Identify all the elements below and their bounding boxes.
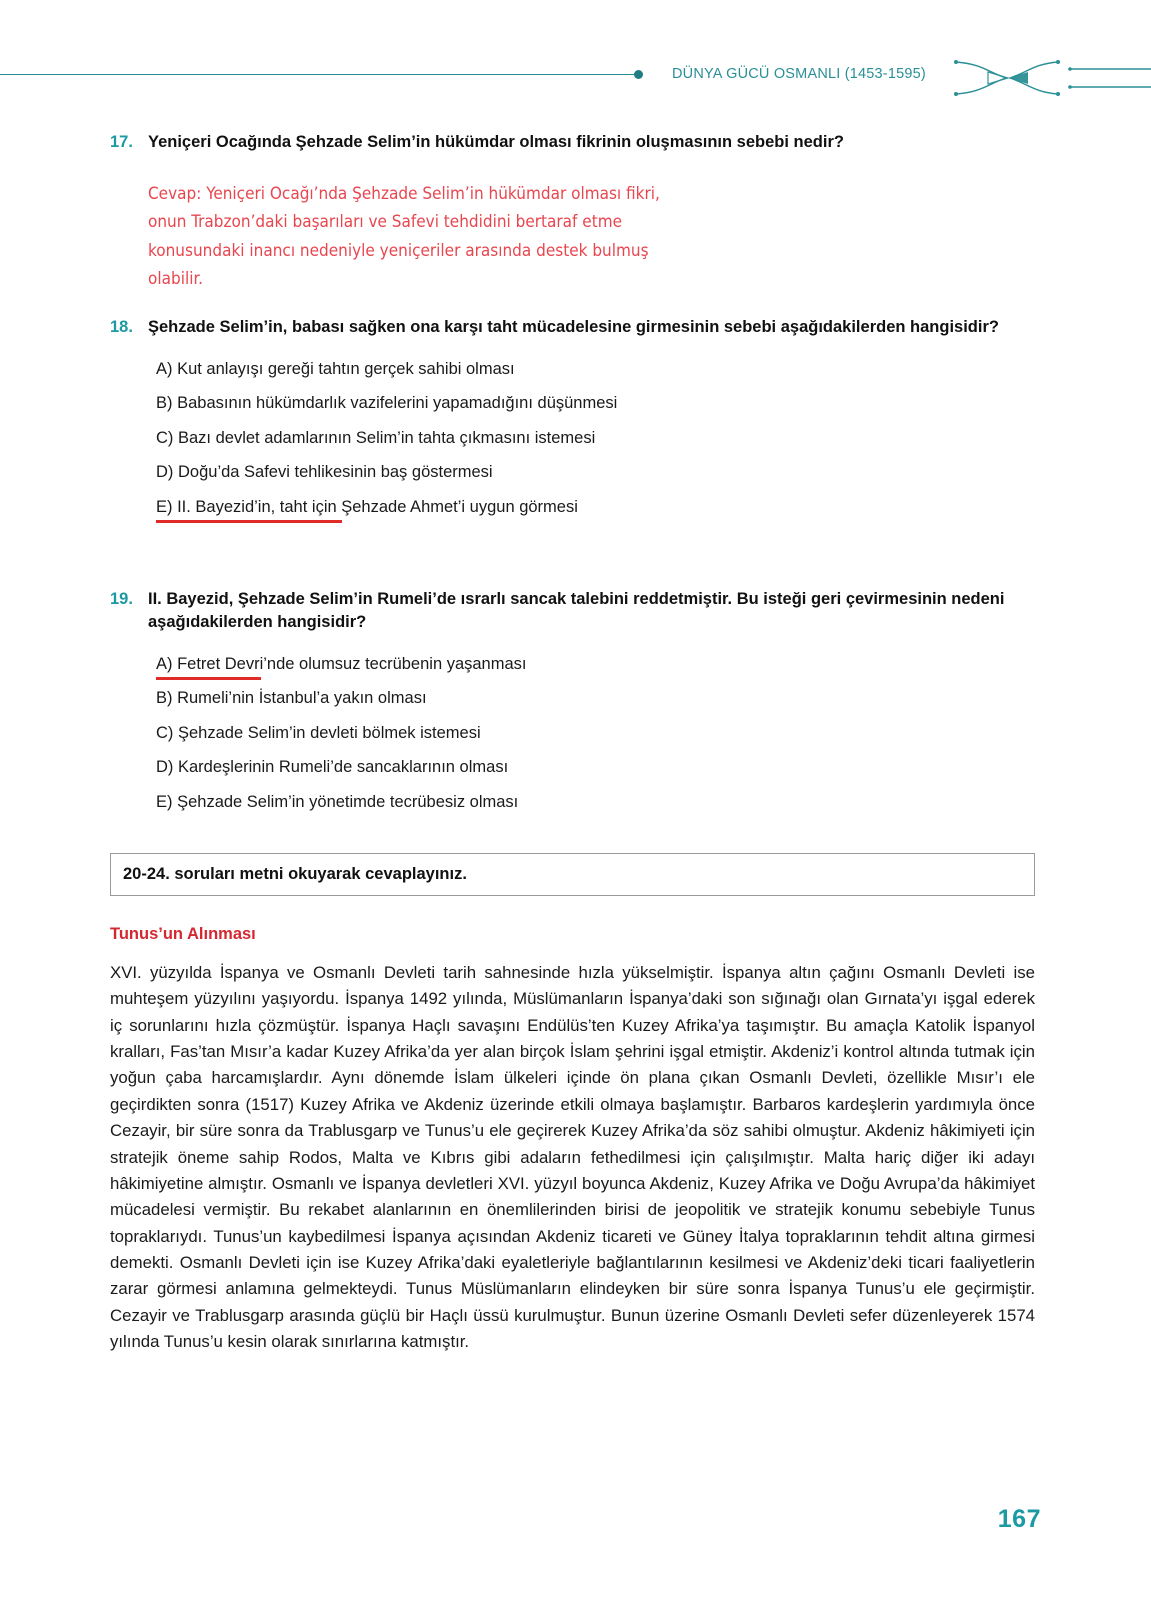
question-block-19	[110, 588, 1045, 810]
question-heading	[110, 588, 1045, 634]
page-header	[0, 58, 1151, 98]
option-e[interactable]	[156, 794, 1045, 811]
instruction-text: 20-24. soruları metni okuyarak cevaplayınız.	[123, 865, 467, 883]
red-underline-mark	[156, 677, 261, 680]
handwritten-answer-17	[148, 180, 1045, 294]
question-number: 17.	[110, 133, 133, 151]
header-dot-icon	[634, 70, 643, 79]
answer-line: onun Trabzon’daki başarıları ve Safevi tehdidini bertaraf etme	[148, 212, 623, 233]
answer-line: olabilir.	[148, 269, 204, 290]
question-number: 19.	[110, 590, 133, 608]
header-rule	[0, 74, 640, 75]
option-label: A) Fetret Devri’nde olumsuz tecrübenin yaşanması	[156, 654, 527, 673]
option-d[interactable]	[156, 464, 1045, 481]
option-label: D) Kardeşlerinin Rumeli’de sancaklarının olması	[156, 758, 509, 777]
question-text: Şehzade Selim’in, babası sağken ona karşı taht mücadelesine girmesinin sebebi aşağıdakilerden hangisidir?	[148, 318, 999, 336]
instruction-box	[110, 853, 1035, 896]
option-b[interactable]	[156, 690, 1045, 707]
option-b[interactable]	[156, 395, 1045, 412]
question-block-18	[110, 316, 1045, 515]
header-title: DÜNYA GÜCÜ OSMANLI (1453-1595)	[672, 66, 926, 82]
question-number: 18.	[110, 318, 133, 336]
option-a[interactable]	[156, 656, 1045, 673]
passage-body: XVI. yüzyılda İspanya ve Osmanlı Devleti tarih sahnesinde hızla yükselmiştir. İspanya altın çağını Osmanlı Devleti ise muhteşem yüzyılını yaşıyordu. İspanya 1492 yılında, Müslümanların İspanya’daki son sığınağı olan Gırnata’yı işgal ederek iç sorunlarını hızla çözmüştür. İspanya Haçlı savaşını Endülüs’ten Kuzey Afrika’ya taşımıştır. Bu amaçla Katolik İspanyol kralları, Fas’tan Mısır’a kadar Kuzey Afrika’da yer alan birçok İslam şehrini işgal etmiştir. Akdeniz’i kontrol altında tutmak için yoğun çaba harcamışlardır. Aynı dönemde İslam ülkeleri içinde ön plana çıkan Osmanlı Devleti, özellikle Mısır’ı ele geçirdikten sonra (1517) Kuzey Afrika ve Akdeniz üzerinde etkili olmaya başlamıştır. Barbaros kardeşlerin yardımıyla önce Cezayir, bir süre sonra da Trablusgarp ve Tunus’u ele geçirerek Kuzey Afrika’da söz sahibi olmuştur. Akdeniz hâkimiyeti için stratejik öneme sahip Rodos, Malta ve Kıbrıs gibi adaların fethedilmesi için çalışılmıştır. Malta hariç diğer iki adayı hâkimiyetine almıştır. Osmanlı ve İspanya devletleri XVI. yüzyıl boyunca Akdeniz, Kuzey Afrika ve Doğu Avrupa’da hâkimiyet mücadelesi vermiştir. Bu rekabet alanlarının en önemlilerinden birisi de jeopolitik ve stratejik konumu sebebiyle Tunus topraklarıydı. Tunus’un kaybedilmesi İspanya açısından Akdeniz ticareti ve Güney İtalya topraklarının tehdit altına girmesi demekti. Osmanlı Devleti için ise Kuzey Afrika’daki eyaletleriyle bağlantılarının kesilmesi ve Akdeniz’deki ticari faaliyetlerin zarar görmesi anlamına gelmekteydi. Tunus Müslümanların elindeyken bir süre sonra İspanya Tunus’u ele geçirmiştir. Cezayir ve Trablusgarp arasında güçlü bir Haçlı üssü kurulmuştur. Bunun üzerine Osmanlı Devleti sefer düzenleyerek 1574 yılında Tunus’u kesin olarak sınırlarına katmıştır.	[110, 963, 1035, 1352]
answer-line: Cevap: Yeniçeri Ocağı’nda Şehzade Selim’in hükümdar olması fikri,	[148, 183, 660, 204]
option-c[interactable]	[156, 430, 1045, 447]
option-a[interactable]	[156, 361, 1045, 378]
option-label: C) Şehzade Selim’in devleti bölmek istemesi	[156, 723, 481, 742]
option-label: E) II. Bayezid’in, taht için Şehzade Ahmet’i uygun görmesi	[156, 497, 578, 516]
question-heading	[110, 131, 1045, 154]
option-label: B) Babasının hükümdarlık vazifelerini yapamadığını düşünmesi	[156, 394, 618, 413]
question-text: II. Bayezid, Şehzade Selim’in Rumeli’de ısrarlı sancak talebini reddetmiştir. Bu isteği geri çevirmesinin nedeni aşağıdakilerden hangisidir?	[148, 590, 1005, 631]
question-text: Yeniçeri Ocağında Şehzade Selim’in hükümdar olması fikrinin oluşmasının sebebi nedir?	[148, 133, 844, 151]
option-label: B) Rumeli’nin İstanbul’a yakın olması	[156, 689, 427, 708]
red-underline-mark	[156, 520, 342, 523]
answer-line: konusundaki inancı nedeniyle yeniçeriler arasında destek bulmuş	[148, 240, 649, 261]
option-label: E) Şehzade Selim’in yönetimde tecrübesiz olması	[156, 792, 519, 811]
option-label: A) Kut anlayışı gereği tahtın gerçek sahibi olması	[156, 359, 515, 378]
option-label: C) Bazı devlet adamlarının Selim’in tahta çıkmasını istemesi	[156, 428, 596, 447]
option-e[interactable]	[156, 499, 1045, 516]
question-heading	[110, 316, 1045, 339]
option-d[interactable]	[156, 759, 1045, 776]
option-c[interactable]	[156, 725, 1045, 742]
page-number: 167	[997, 1505, 1041, 1533]
decorative-bowtie-ornament-icon	[948, 56, 1151, 100]
option-list	[156, 656, 1045, 811]
option-label: D) Doğu’da Safevi tehlikesinin baş göstermesi	[156, 463, 493, 482]
passage-title: Tunus’un Alınması	[110, 925, 256, 943]
option-list	[156, 361, 1045, 516]
question-block-17	[110, 131, 1045, 294]
